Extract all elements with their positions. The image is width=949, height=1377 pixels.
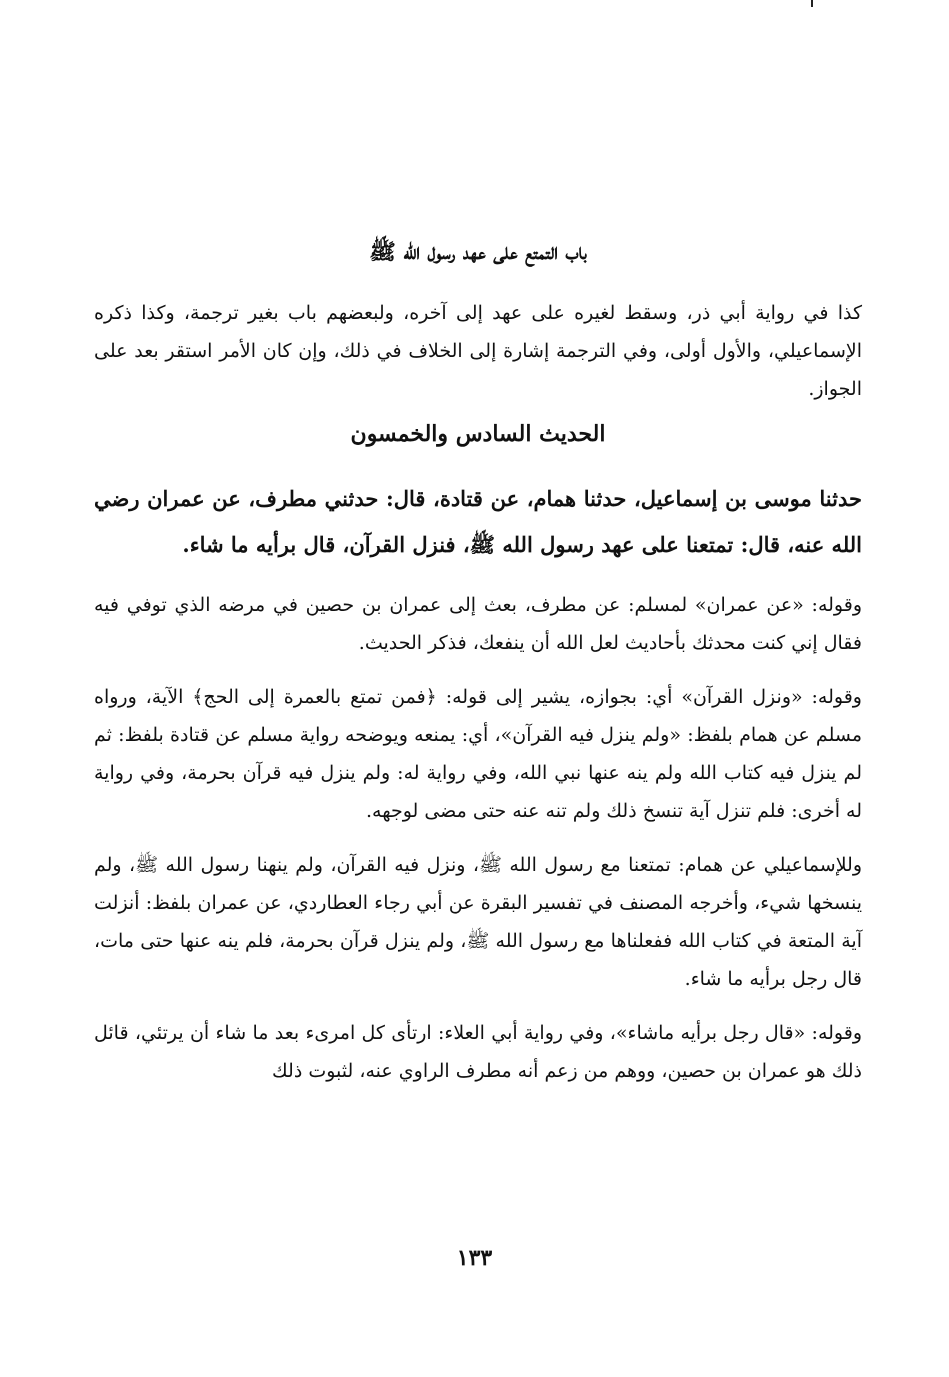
page-body	[94, 236, 862, 1106]
hadith-text: حدثنا موسى بن إسماعيل، حدثنا همام، عن قتادة، قال: حدثني مطرف، عن عمران رضي الله عنه، قال: تمتعنا على عهد رسول الله ﷺ، فنزل القرآن، قال برأيه ما شاء.	[94, 486, 862, 557]
commentary-paragraph: وقوله: «قال رجل برأيه ماشاء»، وفي رواية أبي العلاء: ارتأى كل امرىء بعد ما شاء أن يرتئي، قائل ذلك هو عمران بن حصين، ووهم من زعم أنه مطرف الراوي عنه، لثبوت ذلك	[94, 1022, 862, 1082]
chapter-title: باب التمتع على عهد رسول الله ﷺ	[369, 239, 587, 265]
commentary-paragraph: وقوله: «ونزل القرآن» أي: بجوازه، يشير إلى قوله: ﴿فمن تمتع بالعمرة إلى الحج﴾ الآية، ورواه مسلم عن همام بلفظ: «ولم ينزل فيه القرآن»، أي: يمنعه ويوضحه رواية مسلم عن قتادة بلفظ: ثم لم ينزل فيه كتاب الله ولم ينه عنها نبي الله، وفي رواية له: ولم ينزل فيه قرآن بحرمة، وفي رواية له أخرى: فلم تنزل آية تنسخ ذلك ولم تنه عنه حتى مضى لوجهه.	[94, 686, 862, 822]
commentary-paragraph: وللإسماعيلي عن همام: تمتعنا مع رسول الله ﷺ، ونزل فيه القرآن، ولم ينهنا رسول الله ﷺ، ولم ينسخها شيء، وأخرجه المصنف في تفسير البقرة عن أبي رجاء العطاردي، عن عمران بلفظ: أنزلت آية المتعة في كتاب الله ففعلناها مع رسول الله ﷺ، ولم ينزل قرآن بحرمة، فلم ينه عنها حتى مات، قال رجل برأيه ما شاء.	[94, 854, 862, 990]
hadith-heading: الحديث السادس والخمسون	[350, 421, 606, 447]
commentary-paragraph: وقوله: «عن عمران» لمسلم: عن مطرف، بعث إلى عمران بن حصين في مرضه الذي توفي فيه فقال إني كنت محدثك بأحاديث لعل الله أن ينفعك، فذكر الحديث.	[94, 594, 862, 654]
intro-paragraph: كذا في رواية أبي ذر، وسقط لغيره على عهد إلى آخره، ولبعضهم باب بغير ترجمة، وكذا ذكره الإسماعيلي، والأول أولى، وفي الترجمة إشارة إلى الخلاف في ذلك، وإن كان الأمر استقر بعد على الجواز.	[94, 302, 862, 400]
page-number: ١٣٣	[456, 1245, 493, 1271]
scan-mark	[811, 0, 813, 7]
